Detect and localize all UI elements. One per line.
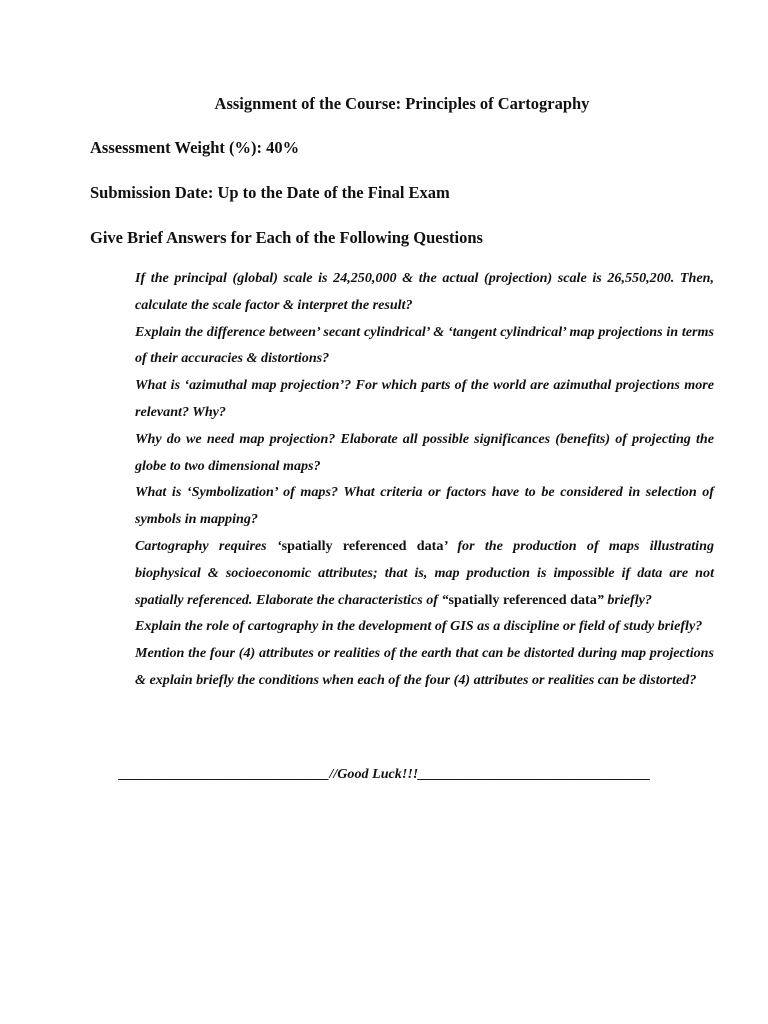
instructions-heading: Give Brief Answers for Each of the Following Questions (90, 228, 483, 247)
question-text: Explain the difference between’ secant cylindrical’ & ‘tangent cylindrical’ map projections in terms of their accuracies & distortions? (135, 323, 714, 367)
question-6 (135, 533, 714, 613)
question-text: If the principal (global) scale is 24,250,000 & the actual (projection) scale is 26,550,200. Then, calculate the scale factor & interpret the result? (135, 270, 714, 313)
question-text-emphasis: spatially referenced data (281, 537, 444, 554)
question-list (135, 265, 714, 694)
question-text-emphasis: spatially referenced data (448, 591, 597, 608)
question-text-part: ” briefly? (596, 591, 652, 608)
question-text: What is ‘Symbolization’ of maps? What criteria or factors have to be considered in selection of symbols in mapping? (135, 484, 714, 528)
question-text-part: Cartography requires ‘ (135, 537, 282, 554)
question-3 (135, 372, 714, 426)
question-1 (135, 265, 714, 319)
closing-line (118, 764, 678, 784)
submission-date: Submission Date: Up to the Date of the Final Exam (90, 183, 450, 202)
good-luck-text: //Good Luck!!! (329, 766, 419, 782)
question-7 (135, 613, 714, 640)
question-8 (135, 640, 714, 694)
question-5 (135, 479, 714, 533)
question-text: Explain the role of cartography in the development of GIS as a discipline or field of study briefly? (135, 618, 703, 635)
question-2 (135, 319, 714, 373)
question-text: What is ‘azimuthal map projection’? For which parts of the world are azimuthal projections more relevant? Why? (135, 377, 714, 420)
closing-rule-left: ______________________________ (118, 766, 330, 782)
question-text: Mention the four (4) attributes or realities of the earth that can be distorted during map projections & explain briefly the conditions when each of the four (4) attributes or realities can be distorted? (135, 645, 714, 688)
document-title: Assignment of the Course: Principles of Cartography (214, 94, 590, 113)
question-4 (135, 426, 714, 480)
question-text-part: ’ for the production of maps illustrating biophysical & socioeconomic attributes; that is, map production is impossible if data are not spatially referenced. Elaborate the characteristics of “ (135, 537, 714, 608)
closing-rule-right: _________________________________ (418, 766, 651, 782)
question-text: Why do we need map projection? Elaborate all possible significances (benefits) of projecting the globe to two dimensional maps? (135, 430, 714, 474)
assessment-weight: Assessment Weight (%): 40% (90, 138, 300, 157)
